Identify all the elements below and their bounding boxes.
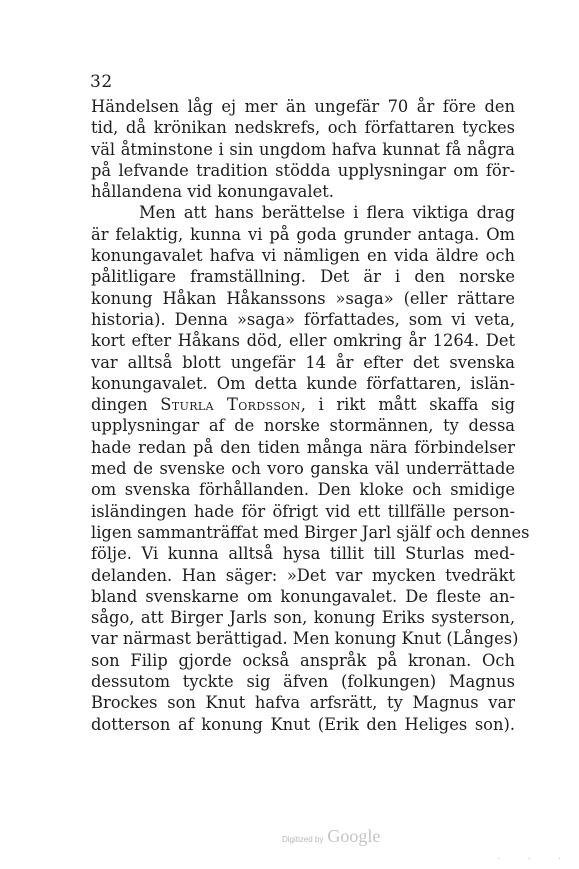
text-line: följe. Vi kunna alltså hysa tillit till Sturlas med- <box>91 544 515 564</box>
body-text <box>91 96 530 735</box>
digitized-by-google-watermark <box>282 826 380 847</box>
text-line: om svenska förhållanden. Den kloke och smidige <box>91 480 515 500</box>
watermark-prefix: Digitized by <box>282 835 324 844</box>
text-line: ligen sammanträffat med Birger Jarl själf och dennes <box>91 522 530 542</box>
text-line: son Filip gjorde också anspråk på kronan. Och <box>91 650 515 670</box>
text-line: sågo, att Birger Jarls son, konung Eriks systerson, <box>91 608 515 628</box>
text-line <box>91 394 515 415</box>
text-segment: , i rikt mått skaffa sig <box>300 395 515 415</box>
page-number: 32 <box>90 72 113 92</box>
text-line: delanden. Han säger: »Det var mycken tvedräkt <box>91 565 515 585</box>
text-line: Brockes son Knut hafva arfsrätt, ty Magnus var <box>91 693 515 713</box>
text-line: historia). Denna »saga» författades, som vi veta, <box>91 309 515 329</box>
text-line: kort efter Håkans död, eller omkring år 1264. Det <box>91 331 515 351</box>
text-line: väl åtminstone i sin ungdom hafva kunnat få några <box>91 139 515 159</box>
text-line: var alltså blott ungefär 14 år efter det svenska <box>91 352 515 372</box>
text-line: bland svenskarne om konungavalet. De fleste an- <box>91 586 515 606</box>
text-line: konungavalet hafva vi nämligen en vida äldre och <box>91 246 515 266</box>
text-line: Men att hans berättelse i flera viktiga drag <box>139 203 515 223</box>
text-line: hade redan på den tiden många nära förbindelser <box>91 437 515 457</box>
text-line: med de svenske och voro ganska väl underrättade <box>91 459 515 479</box>
google-logo: Google <box>327 826 381 846</box>
text-line: konungavalet. Om detta kunde författaren, islän- <box>91 373 515 393</box>
text-line: hållandena vid konungavalet. <box>91 182 334 202</box>
text-line: konung Håkan Håkanssons »saga» (eller rättare <box>91 288 515 308</box>
text-segment: dingen <box>91 395 161 415</box>
text-line: tid, då krönikan nedskrefs, och författaren tyckes <box>91 118 515 138</box>
author-name-smallcaps: Sturla Tordsson <box>160 395 301 415</box>
text-line: upplysningar af de norske stormännen, ty dessa <box>91 416 515 436</box>
text-line: pålitligare framställning. Det är i den norske <box>91 267 515 287</box>
scan-artifact-dots: · · · <box>497 854 573 865</box>
text-line: Händelsen låg ej mer än ungefär 70 år före den <box>91 97 515 116</box>
text-line: på lefvande tradition stödda upplysningar om för- <box>91 160 515 180</box>
text-line: var närmast berättigad. Men konung Knut (Långes) <box>91 629 519 649</box>
text-line: dotterson af konung Knut (Erik den Heliges son). <box>91 714 515 734</box>
text-line: dessutom tyckte sig äfven (folkungen) Magnus <box>91 672 515 692</box>
text-line: isländingen hade för öfrigt vid ett tillfälle person- <box>91 501 515 521</box>
text-line: är felaktig, kunna vi på goda grunder antaga. Om <box>91 224 515 244</box>
